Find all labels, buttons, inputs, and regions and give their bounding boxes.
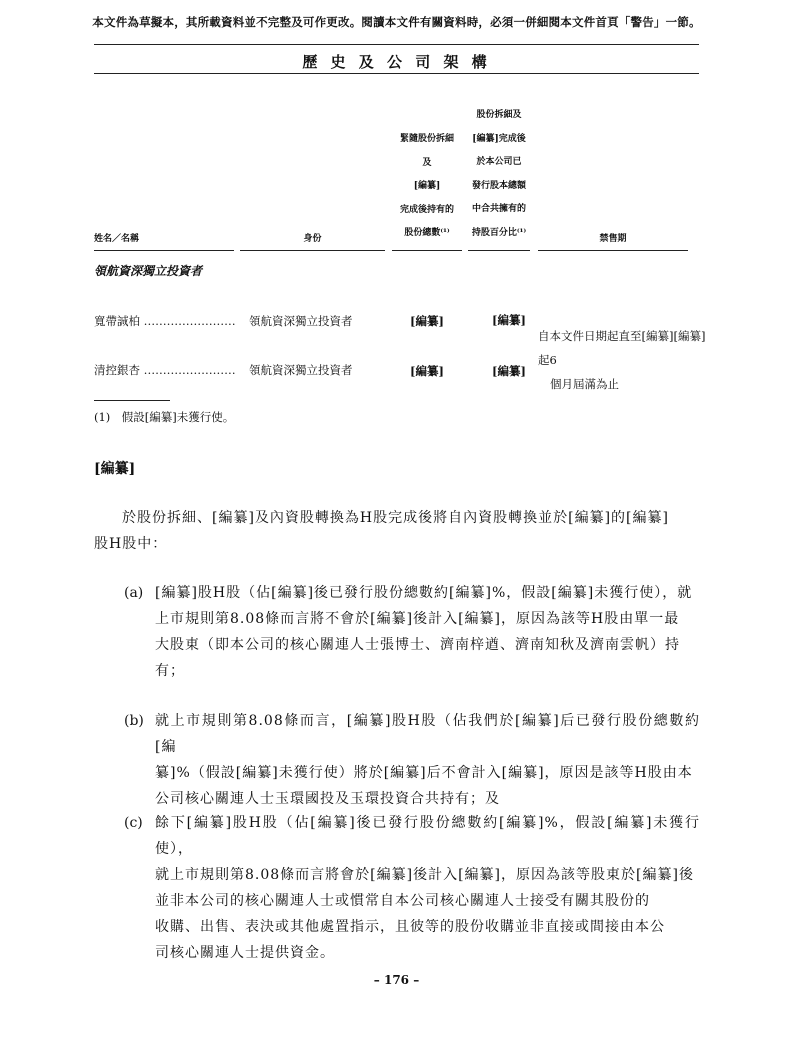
- header-line: 於本公司已: [476, 157, 522, 167]
- paragraph-line: 餘下[編纂]股H股（佔[編纂]後已發行股份總數約[編纂]%，假設[編纂]未獲行使），: [155, 815, 700, 857]
- page-number: – 176 –: [373, 973, 420, 987]
- header-underline: [94, 250, 234, 251]
- paragraph-line: 司核心關連人士提供資金。: [155, 945, 335, 961]
- row-shares: [編纂]: [410, 314, 444, 328]
- header-line: 中合共擁有的: [471, 204, 526, 214]
- list-item: [155, 810, 700, 966]
- row-capacity: 領航資深獨立投資者: [249, 314, 353, 328]
- lockup-line: 自本文件日期起直至[編纂][編纂]起6: [538, 329, 706, 367]
- header-line: 及: [422, 157, 432, 168]
- header-lockup: 禁售期: [599, 234, 627, 244]
- header-underline: [392, 250, 462, 251]
- intro-paragraph: [94, 505, 699, 557]
- row-percentage: [編纂]: [492, 364, 526, 378]
- paragraph-line: 就上市規則第8.08條而言，[編纂]股H股（佔我們於[編纂]后已發行股份總數約[編: [155, 713, 700, 755]
- list-item: [155, 708, 700, 812]
- title-rule: [94, 73, 699, 74]
- header-underline: [468, 250, 530, 251]
- row-percentage: [編纂]: [492, 313, 526, 327]
- header-line: 持股百分比⁽¹⁾: [471, 227, 527, 238]
- header-line: 股份拆細及: [476, 110, 522, 120]
- header-underline: [538, 250, 688, 251]
- page-title: 歷 史 及 公 司 架 構: [302, 53, 491, 71]
- header-total-shares: [392, 128, 462, 246]
- header-line: 發行股本總額: [471, 180, 526, 191]
- top-rule: [94, 44, 699, 45]
- row-name: 清控銀杏 ……………………: [94, 363, 236, 377]
- item-marker: (b): [124, 713, 144, 729]
- paragraph-line: 有；: [155, 663, 185, 679]
- paragraph-line: 於股份拆細、[編纂]及內資股轉換為H股完成後將自內資股轉換並於[編纂]的[編纂]: [122, 510, 669, 526]
- paragraph-line: 股H股中：: [94, 536, 168, 552]
- section-title: [編纂]: [94, 461, 136, 477]
- paragraph-line: 收購、出售、表決或其他處置指示，且彼等的股份收購並非直接或間接由本公: [155, 919, 665, 935]
- item-marker: (c): [124, 815, 143, 831]
- lockup-line: 個月屆滿為止: [550, 377, 619, 391]
- header-line: 股份總數⁽¹⁾: [404, 228, 450, 238]
- paragraph-line: 上市規則第8.08條而言將不會於[編纂]後計入[編纂]，原因為該等H股由單一最: [155, 611, 680, 627]
- footnote-rule: [94, 400, 170, 401]
- header-line: 緊隨股份拆細: [399, 134, 454, 144]
- row-capacity: 領航資深獨立投資者: [249, 363, 353, 377]
- header-line: 完成後持有的: [399, 204, 454, 215]
- header-name: 姓名／名稱: [94, 234, 140, 244]
- header-line: [編纂]完成後: [472, 133, 526, 144]
- draft-disclaimer: 本文件為草擬本，其所載資料並不完整及可作更改。閱讀本文件有關資料時，必須一併細閱本文件首頁「警告」一節。: [92, 15, 701, 29]
- header-capacity: 身份: [303, 234, 322, 244]
- row-shares: [編纂]: [410, 364, 444, 378]
- header-percentage: [468, 104, 530, 245]
- row-name: 寬帶誠柏 ……………………: [94, 314, 236, 328]
- paragraph-line: 就上市規則第8.08條而言將會於[編纂]後計入[編纂]，原因為該等股東於[編纂]後: [155, 867, 694, 883]
- list-item: [155, 580, 700, 684]
- item-marker: (a): [124, 585, 144, 601]
- footnote: (1) 假設[編纂]未獲行使。: [94, 410, 235, 424]
- header-underline: [240, 250, 385, 251]
- paragraph-line: [編纂]股H股（佔[編纂]後已發行股份總數約[編纂]%，假設[編纂]未獲行使），就: [155, 585, 693, 601]
- paragraph-line: 纂]%（假設[編纂]未獲行使）將於[編纂]后不會計入[編纂]，原因是該等H股由本: [155, 765, 693, 781]
- paragraph-line: 並非本公司的核心關連人士或慣常自本公司核心關連人士接受有關其股份的: [155, 893, 650, 909]
- header-line: [編纂]: [413, 181, 441, 191]
- lockup-period: [538, 324, 708, 396]
- table-subheading: 領航資深獨立投資者: [94, 264, 203, 278]
- paragraph-line: 公司核心關連人士玉環國投及玉環投資合共持有；及: [155, 791, 500, 807]
- paragraph-line: 大股東（即本公司的核心關連人士張博士、濟南梓遒、濟南知秋及濟南雲帆）持: [155, 637, 680, 653]
